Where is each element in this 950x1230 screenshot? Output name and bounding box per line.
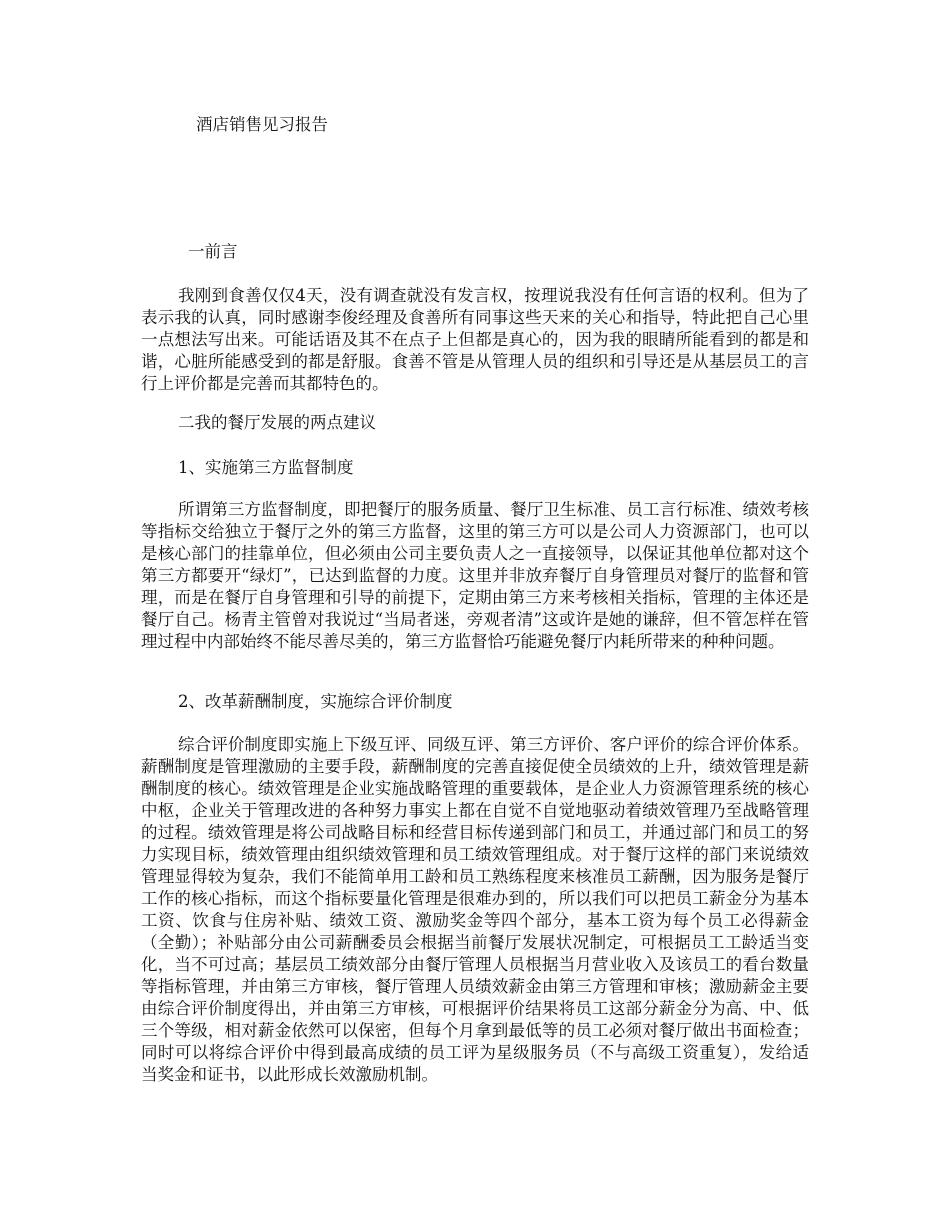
salary-reform-paragraph: 综合评价制度即实施上下级互评、同级互评、第三方评价、客户评价的综合评价体系。薪酬制度是管理激励的主要手段，薪酬制度的完善直接促使全员绩效的上升，绩效管理是薪酬制度的核心。绩效管理是企业实施战略管理的重要载体，是企业人力资源管理系统的核心中枢，企业关于管理改进的各种努力事实上都在自觉不自觉地驱动着绩效管理乃至战略管理的过程。绩效管理是将公司战略目标和经营目标传递到部门和员工，并通过部门和员工的努力实现目标，绩效管理由组织绩效管理和员工绩效管理组成。对于餐厅这样的部门来说绩效管理显得较为复杂，我们不能简单用工龄和员工熟练程度来核准员工薪酬，因为服务是餐厅工作的核心指标，而这个指标要量化管理是很难办到的，所以我们可以把员工薪金分为基本工资、饮食与住房补贴、绩效工资、激励奖金等四个部分，基本工资为每个员工必得薪金（全勤）；补贴部分由公司薪酬委员会根据当前餐厅发展状况制定，可根据员工工龄适当变化，当不可过高；基层员工绩效部分由餐厅管理人员根据当月营业收入及该员工的看台数量等指标管理，并由第三方审核，餐厅管理人员绩效薪金由第三方管理和审核；激励薪金主要由综合评价制度得出，并由第三方审核，可根据评价结果将员工这部分薪金分为高、中、低三个等级，相对薪金依然可以保密，但每个月拿到最低等的员工必须对餐厅做出书面检查；同时可以将综合评价中得到最高成绩的员工评为星级服务员（不与高级工资重复），发给适当奖金和证书，以此形成长效激励机制。 <box>141 735 809 1084</box>
subsection-heading-salary-reform: 2、改革薪酬制度，实施综合评价制度 <box>178 692 453 711</box>
section-heading-suggestions: 二我的餐厅发展的两点建议 <box>178 413 376 432</box>
preface-paragraph: 我刚到食善仅仅4天，没有调查就没有发言权，按理说我没有任何言语的权利。但为了表示我的认真，同时感谢李俊经理及食善所有同事这些天来的关心和指导，特此把自己心里一点想法写出来。可能话语及其不在点子上但都是真心的，因为我的眼睛所能看到的都是和谐，心脏所能感受到的都是舒服。食善不管是从管理人员的组织和引导还是从基层员工的言行上评价都是完善而其都特色的。 <box>141 286 809 393</box>
document-title: 酒店销售见习报告 <box>196 115 328 134</box>
third-party-paragraph: 所谓第三方监督制度，即把餐厅的服务质量、餐厅卫生标准、员工言行标准、绩效考核等指标交给独立于餐厅之外的第三方监督，这里的第三方可以是公司人力资源部门，也可以是核心部门的挂靠单位，但必须由公司主要负责人之一直接领导，以保证其他单位都对这个第三方都要开“绿灯”，已达到监督的力度。这里并非放弃餐厅自身管理员对餐厅的监督和管理，而是在餐厅自身管理和引导的前提下，定期由第三方来考核相关指标，管理的主体还是餐厅自己。杨青主管曾对我说过“当局者迷，旁观者清”这或许是她的谦辞，但不管怎样在管理过程中内部始终不能尽善尽美的，第三方监督恰巧能避免餐厅内耗所带来的种种问题。 <box>141 500 809 651</box>
section-heading-preface: 一前言 <box>188 242 238 261</box>
subsection-heading-third-party: 1、实施第三方监督制度 <box>178 458 354 477</box>
